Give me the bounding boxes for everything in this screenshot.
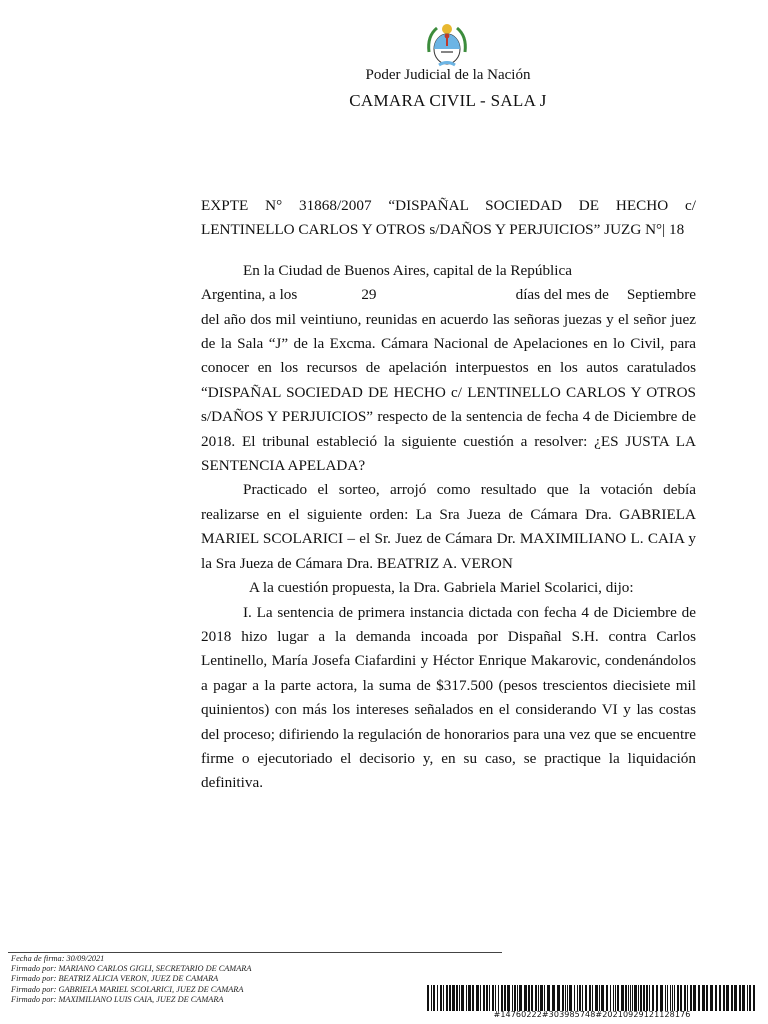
signature-line: Firmado por: BEATRIZ ALICIA VERON, JUEZ DE CAMARA: [11, 974, 219, 984]
date-line: [201, 283, 696, 307]
national-coat-of-arms-icon: [425, 22, 469, 68]
barcode-number: #14760222#303985748#20210929121128176: [493, 1010, 691, 1019]
paragraph-2: Practicado el sorteo, arrojó como resultado que la votación debía realizarse en el siguiente orden: La Sra Jueza de Cámara Dra. GABRIELA MARIEL SCOLARICI – el Sr. Juez de Cámara Dr. MAXIMILIANO L. CAIA y la Sra Jueza de Cámara Dra. BEATRIZ A. VERON: [201, 481, 696, 572]
paragraph-1-rest: del año dos mil veintiuno, reunidas en acuerdo las señoras juezas y el señor juez de la Sala “J” de la Excma. Cámara Nacional de Apelaciones en lo Civil, para conocer en los recursos de apelación interpuestos en los autos caratulados “DISPAÑAL SOCIEDAD DE HECHO c/ LENTINELLO CARLOS Y OTROS s/DAÑOS Y PERJUICIOS” respecto de la sentencia de fecha 4 de Diciembre de 2018. El tribunal estableció la siguiente cuestión a resolver: ¿ES JUSTA LA SENTENCIA APELADA?: [201, 310, 696, 475]
signature-line: Fecha de firma: 30/09/2021: [11, 954, 105, 963]
barcode-icon: [427, 985, 757, 1011]
case-title: EXPTE N° 31868/2007 “DISPAÑAL SOCIEDAD DE HECHO c/ LENTINELLO CARLOS Y OTROS s/DAÑOS Y PERJUICIOS” JUZG N°| 18: [201, 197, 696, 239]
signature-line: Firmado por: GABRIELA MARIEL SCOLARICI, JUEZ DE CAMARA: [11, 984, 244, 994]
signature-line: Firmado por: MARIANO CARLOS GIGLI, SECRETARIO DE CAMARA: [11, 964, 252, 974]
document-body: [201, 194, 696, 796]
paragraph-3: A la cuestión propuesta, la Dra. Gabriela Mariel Scolarici, dijo:: [249, 579, 634, 597]
institution-name: Poder Judicial de la Nación: [365, 67, 531, 83]
date-day: 29: [361, 286, 377, 304]
paragraph-4: I. La sentencia de primera instancia dictada con fecha 4 de Diciembre de 2018 hizo lugar a la demanda incoada por Dispañal S.H. contra Carlos Lentinello, María Josefa Ciafardini y Héctor Enrique Makarovic, condenándolos a pagar a la parte actora, la suma de $317.500 (pesos trescientos diecisiete mil quinientos) con más los intereses señalados en el considerando VI y las costas del proceso; difiriendo la regulación de honorarios para una vez que se encuentre firme o ejecutoriado el decisorio y, en su caso, se practique la liquidación definitiva.: [201, 603, 696, 792]
date-month: Septiembre: [626, 286, 696, 304]
date-prefix: Argentina, a los: [201, 286, 298, 304]
chamber-name: CAMARA CIVIL - SALA J: [349, 91, 547, 110]
signature-line: Firmado por: MAXIMILIANO LUIS CAIA, JUEZ DE CAMARA: [11, 994, 224, 1004]
paragraph-1-start: En la Ciudad de Buenos Aires, capital de la República: [243, 261, 572, 279]
footer-divider: [8, 952, 502, 953]
date-mid: días del mes de: [515, 286, 609, 304]
signature-block: [11, 954, 251, 1005]
